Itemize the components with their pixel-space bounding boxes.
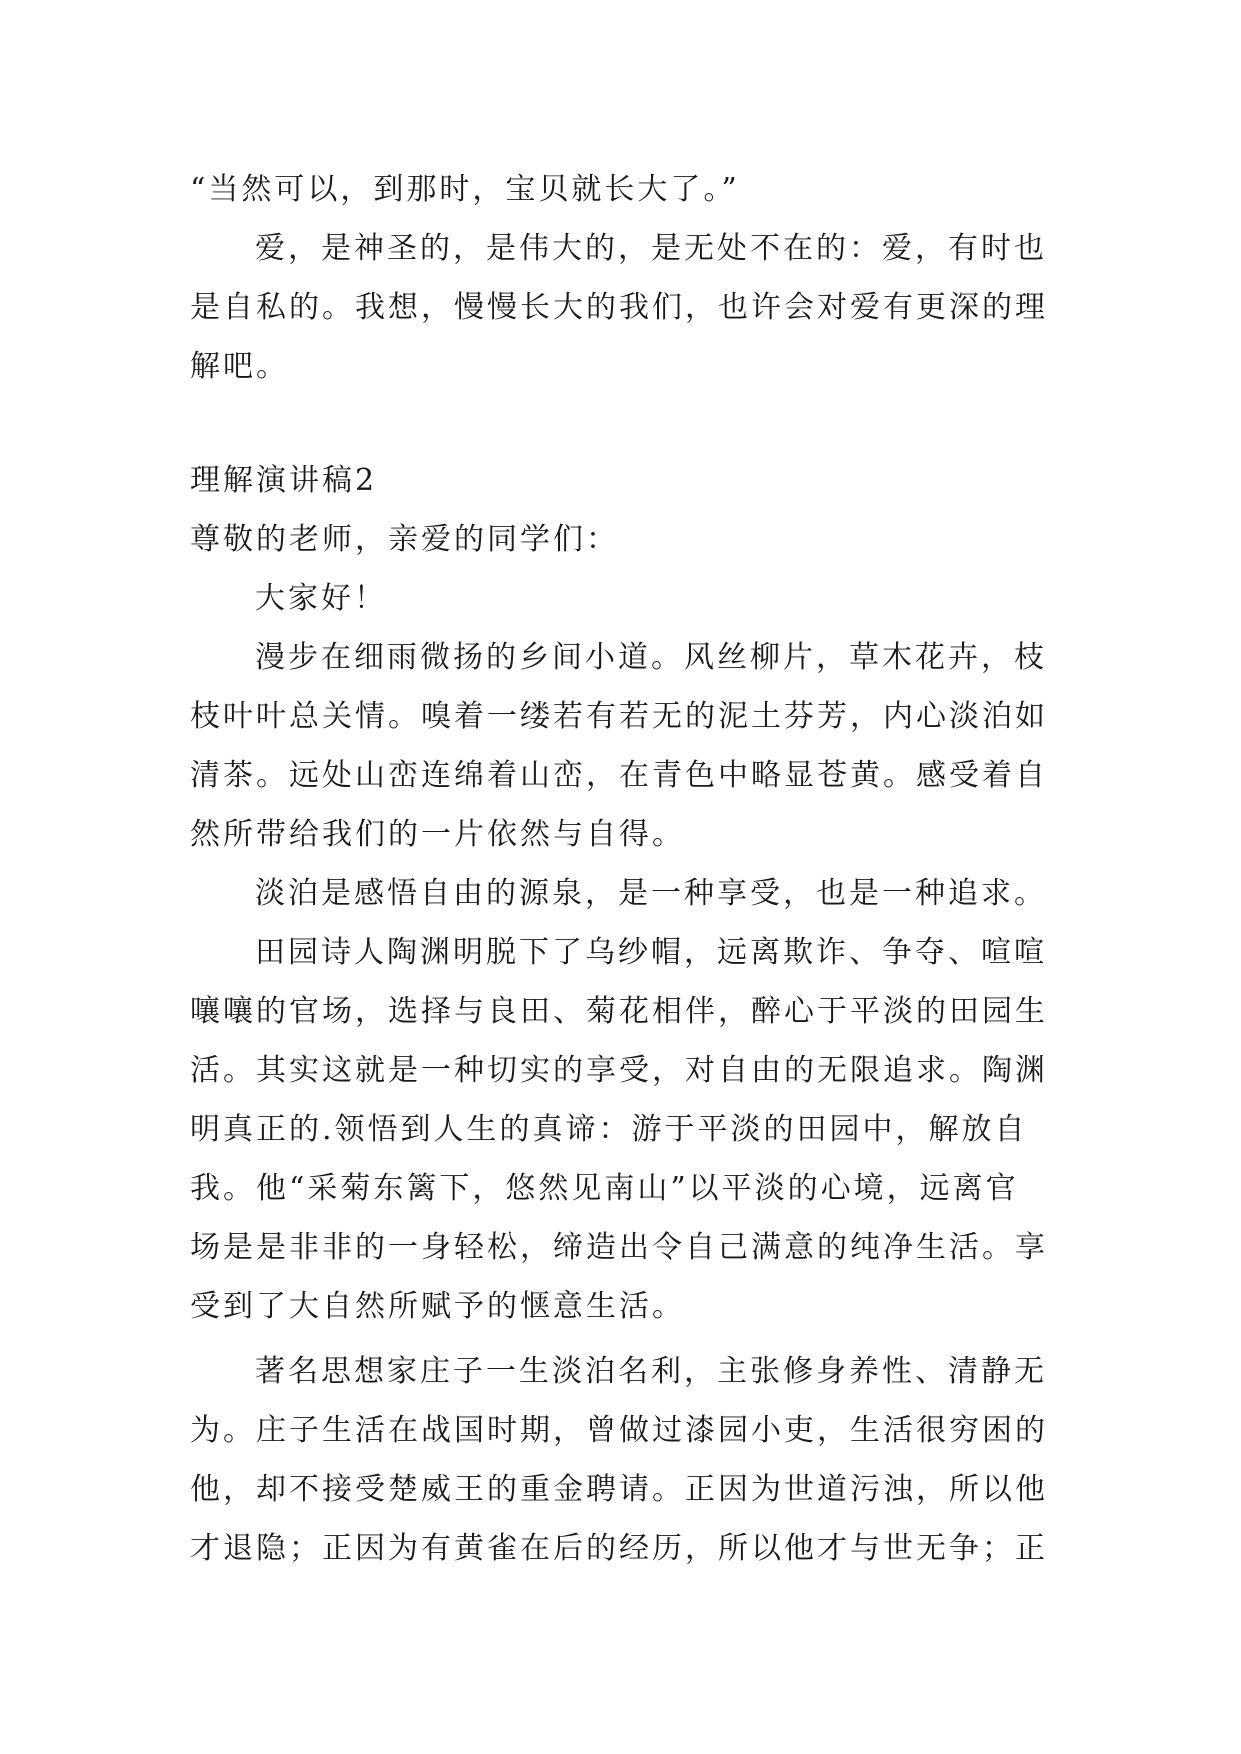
paragraph-line: 是自私的。我想，慢慢长大的我们，也许会对爱有更深的理 (190, 290, 1048, 325)
paragraph-love (190, 219, 1050, 396)
paragraph-line: 清茶。远处山峦连绵着山峦，在青色中略显苍黄。感受着自 (190, 758, 1048, 793)
paragraph-zhuangzi (190, 1342, 1050, 1578)
paragraph-line: 解吧。 (190, 349, 289, 384)
paragraph-line: 淡泊是感悟自由的源泉，是一种享受，也是一种追求。 (255, 876, 1047, 911)
paragraph-line: 然所带给我们的一片依然与自得。 (190, 817, 685, 852)
paragraph-line: 爱，是神圣的，是伟大的，是无处不在的：爱，有时也 (255, 231, 1047, 266)
paragraph-line: 枝叶叶总关情。嗅着一缕若有若无的泥土芬芳，内心淡泊如 (190, 699, 1048, 734)
paragraph-line: 田园诗人陶渊明脱下了乌纱帽，远离欺诈、争夺、喧喧 (255, 935, 1047, 970)
paragraph-line: 为。庄子生活在战国时期，曾做过漆园小吏，生活很穷困的 (190, 1413, 1048, 1448)
paragraph-stroll (190, 628, 1050, 864)
paragraph-line: 受到了大自然所赋予的惬意生活。 (190, 1289, 685, 1324)
section-title: 理解演讲稿2 (190, 463, 378, 498)
paragraph-line: 他，却不接受楚威王的重金聘请。正因为世道污浊，所以他 (190, 1472, 1048, 1507)
greeting: 大家好！ (255, 581, 387, 616)
paragraph-line: 嚷嚷的官场，选择与良田、菊花相伴，醉心于平淡的田园生 (190, 994, 1048, 1029)
quote-line: “当然可以，到那时，宝贝就长大了。” (190, 172, 740, 207)
paragraph-line: 才退隐；正因为有黄雀在后的经历，所以他才与世无争；正 (190, 1531, 1048, 1566)
salutation: 尊敬的老师，亲爱的同学们： (190, 522, 619, 557)
paragraph-line: 场是是非非的一身轻松，缔造出令自己满意的纯净生活。享 (190, 1230, 1048, 1265)
paragraph-line: 活。其实这就是一种切实的享受，对自由的无限追求。陶渊 (190, 1053, 1048, 1088)
section-spacer (190, 396, 1050, 451)
paragraph-line: 漫步在细雨微扬的乡间小道。风丝柳片，草木花卉，枝 (255, 640, 1047, 675)
paragraph-line: 著名思想家庄子一生淡泊名利，主张修身养性、清静无 (255, 1354, 1047, 1389)
paragraph-tao-yuanming (190, 923, 1050, 1336)
paragraph-line: 我。他“采菊东篱下，悠然见南山”以平淡的心境，远离官 (190, 1171, 1019, 1206)
document-body (190, 160, 1050, 1578)
paragraph-tranquil (190, 864, 1050, 923)
paragraph-line: 明真正的.领悟到人生的真谛：游于平淡的田园中，解放自 (190, 1112, 1028, 1147)
